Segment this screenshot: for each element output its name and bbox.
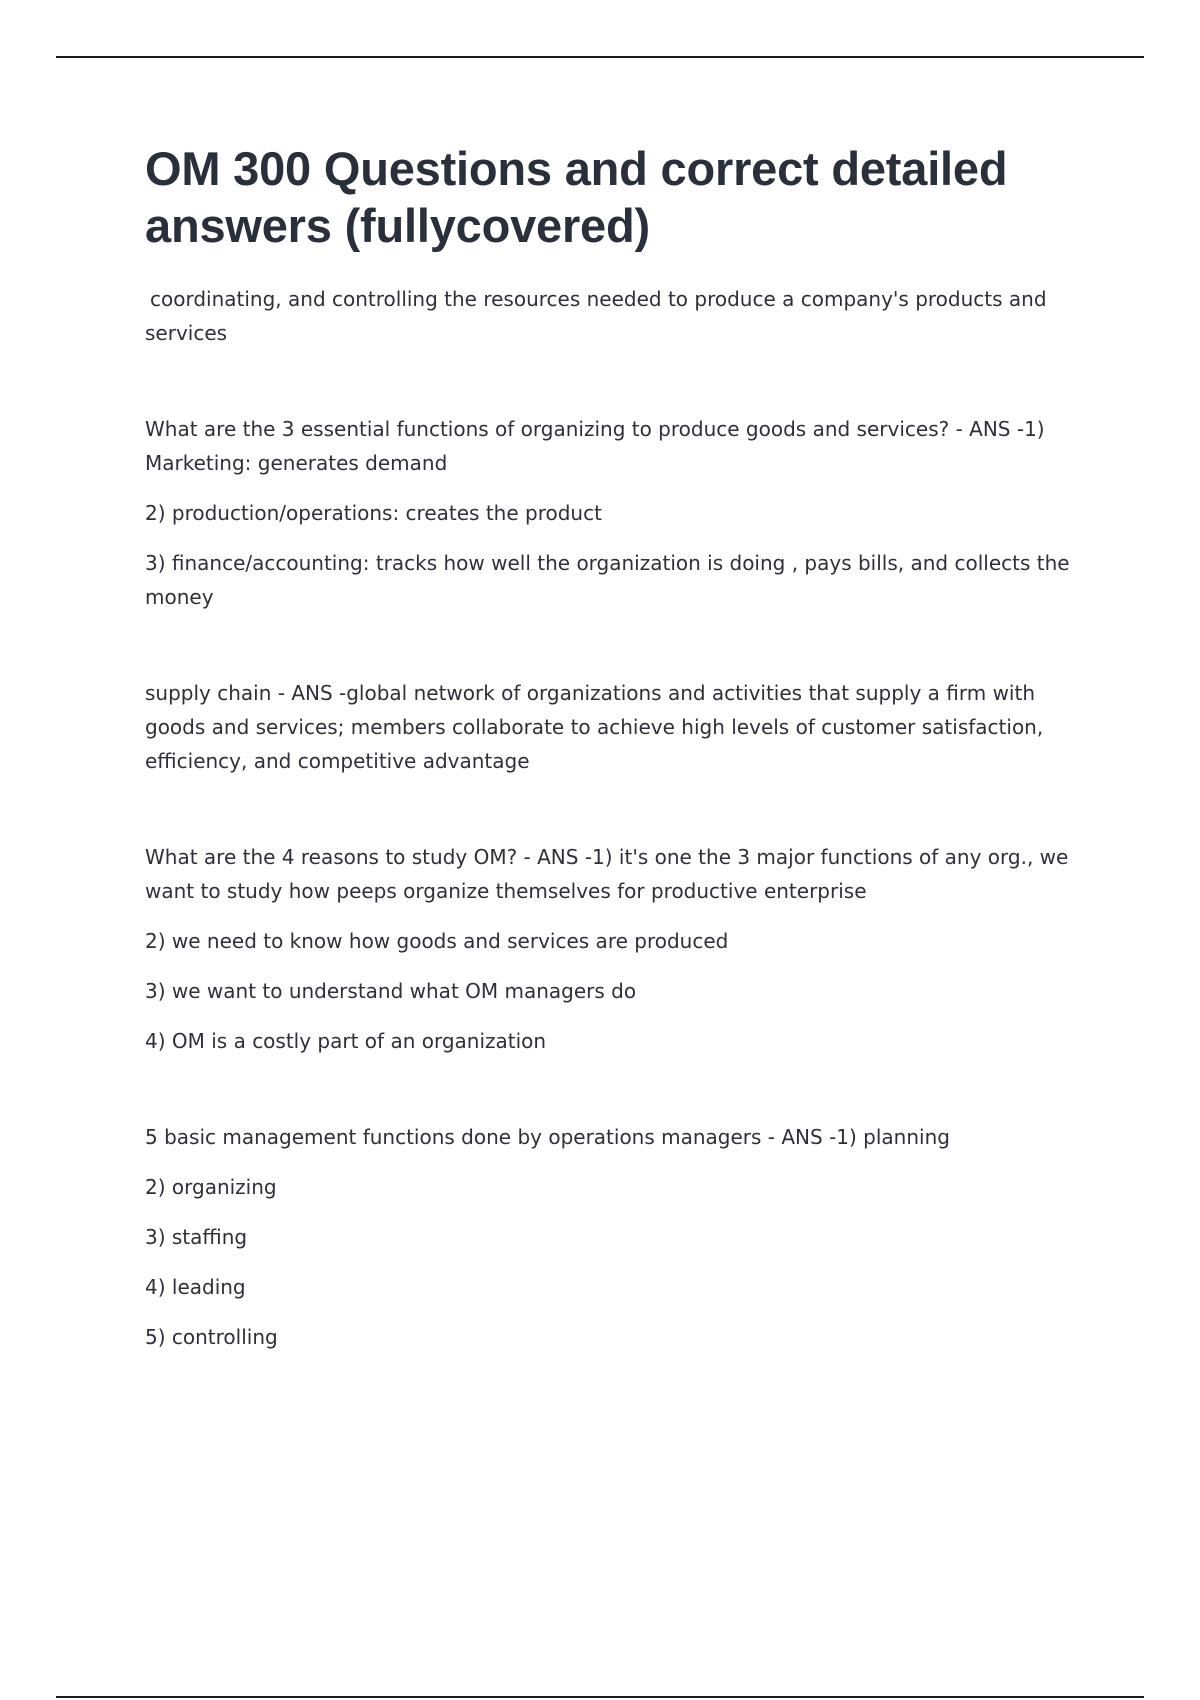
qa-line: 3) finance/accounting: tracks how well the organization is doing , pays bills, and collects the money (145, 551, 1070, 609)
header-divider (56, 56, 1144, 58)
intro-text: coordinating, and controlling the resources needed to produce a company's products and services (145, 287, 1047, 345)
footer-divider (56, 1696, 1144, 1698)
qa-line: What are the 4 reasons to study OM? - ANS -1) it's one the 3 major functions of any org., we want to study how peeps organize themselves for productive enterprise (145, 845, 1069, 903)
qa-block-supply-chain (145, 676, 1085, 778)
qa-line: 2) we need to know how goods and services are produced (145, 929, 729, 953)
qa-line: 4) leading (145, 1275, 246, 1299)
qa-line: 5 basic management functions done by operations managers - ANS -1) planning (145, 1125, 950, 1149)
qa-block-management-functions (145, 1120, 1085, 1354)
qa-block-functions (145, 412, 1085, 614)
qa-line: 2) organizing (145, 1175, 277, 1199)
qa-line: 3) staffing (145, 1225, 248, 1249)
qa-line: 2) production/operations: creates the product (145, 501, 602, 525)
intro-block (145, 282, 1085, 350)
document-body (145, 140, 1085, 1416)
qa-block-reasons (145, 840, 1085, 1058)
qa-line: What are the 3 essential functions of organizing to produce goods and services? - ANS -1) Marketing: generates demand (145, 417, 1045, 475)
qa-line: 3) we want to understand what OM managers do (145, 979, 637, 1003)
qa-line: 5) controlling (145, 1325, 278, 1349)
qa-line: supply chain - ANS -global network of organizations and activities that supply a firm with goods and services; members collaborate to achieve high levels of customer satisfaction, efficiency, and competitive advantage (145, 681, 1044, 773)
qa-line: 4) OM is a costly part of an organization (145, 1029, 547, 1053)
document-title: OM 300 Questions and correct detailed answers (fullycovered) (145, 142, 1008, 252)
